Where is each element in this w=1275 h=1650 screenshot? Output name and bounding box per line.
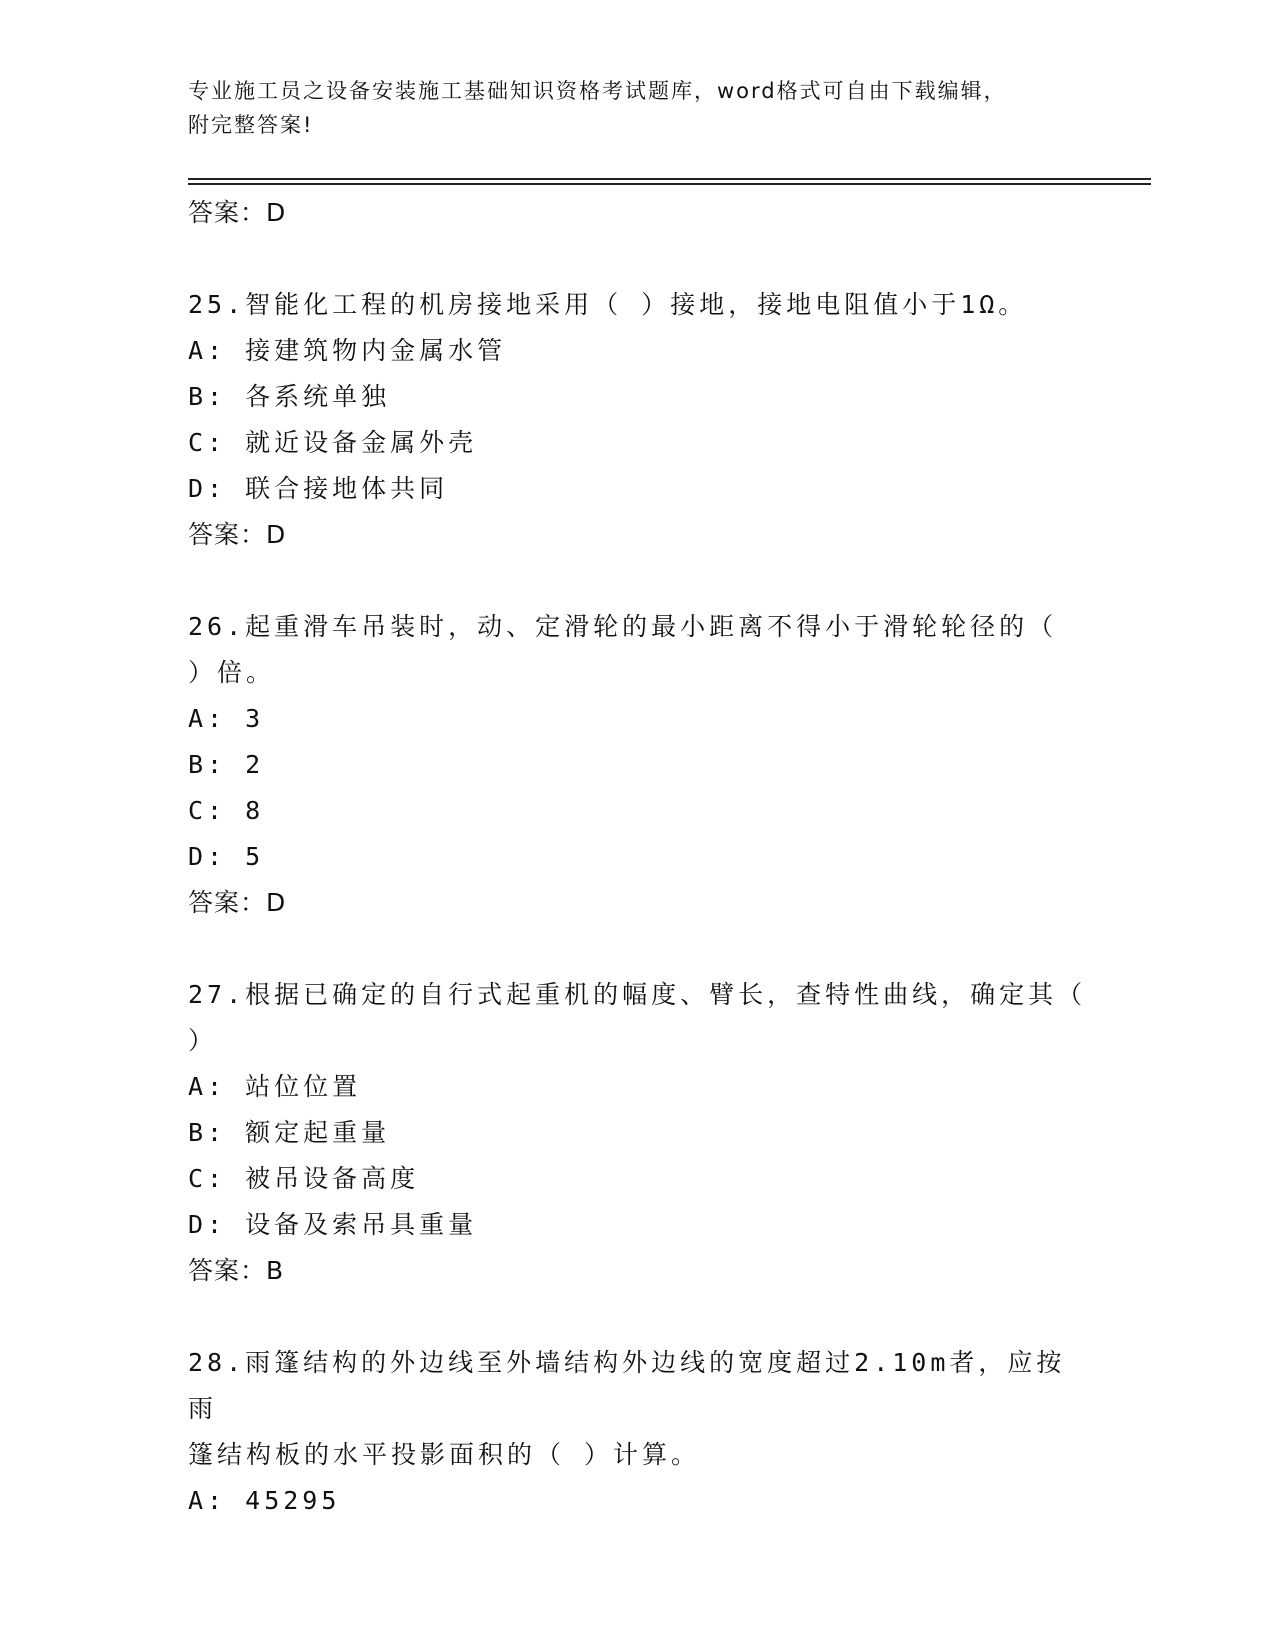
question-28-option-a: A: 45295: [188, 1486, 341, 1515]
question-28-line-1: 28.雨篷结构的外边线至外墙结构外边线的宽度超过2.10m者，应按雨: [188, 1348, 1066, 1423]
question-26-option-a: A: 3: [188, 704, 265, 733]
question-25-option-a: A: 接建筑物内金属水管: [188, 336, 507, 365]
question-26-line-2: ）倍。: [188, 658, 276, 687]
question-28-line-2: 篷结构板的水平投影面积的（ ）计算。: [188, 1440, 701, 1469]
question-26-option-b: B: 2: [188, 750, 265, 779]
question-list: [188, 190, 1088, 1524]
question-26-option-c: C: 8: [188, 796, 265, 825]
question-27-line-1: 27.根据已确定的自行式起重机的幅度、臂长，查特性曲线，确定其（: [188, 980, 1087, 1009]
question-25: 25.智能化工程的机房接地采用（ ）接地，接地电阻值小于1Ω。: [188, 290, 1028, 319]
question-25-option-b: B: 各系统单独: [188, 382, 391, 411]
spacer: [188, 1294, 1088, 1340]
spacer: [188, 236, 1088, 282]
header-rule-bottom: [188, 183, 1151, 185]
question-27-line-2: ）: [188, 1026, 218, 1055]
question-26-option-d: D: 5: [188, 842, 265, 871]
spacer: [188, 558, 1088, 604]
spacer: [188, 926, 1088, 972]
question-26-answer: 答案：D: [188, 888, 287, 917]
header-line-1: 专业施工员之设备安装施工基础知识资格考试题库，word格式可自由下载编辑，: [188, 79, 1007, 103]
question-27-option-c: C: 被吊设备高度: [188, 1164, 420, 1193]
question-27-answer: 答案：B: [188, 1256, 285, 1285]
question-25-answer: 答案：D: [188, 520, 287, 549]
header-line-2: 附完整答案!: [188, 113, 314, 137]
answer-prev: 答案：D: [188, 198, 287, 227]
document-header: [188, 74, 1088, 142]
question-26-line-1: 26.起重滑车吊装时，动、定滑轮的最小距离不得小于滑轮轮径的（: [188, 612, 1058, 641]
question-27-option-b: B: 额定起重量: [188, 1118, 391, 1147]
question-25-option-c: C: 就近设备金属外壳: [188, 428, 478, 457]
question-27-option-a: A: 站位位置: [188, 1072, 362, 1101]
question-27-option-d: D: 设备及索吊具重量: [188, 1210, 478, 1239]
header-rule-top: [188, 178, 1151, 180]
question-25-option-d: D: 联合接地体共同: [188, 474, 449, 503]
